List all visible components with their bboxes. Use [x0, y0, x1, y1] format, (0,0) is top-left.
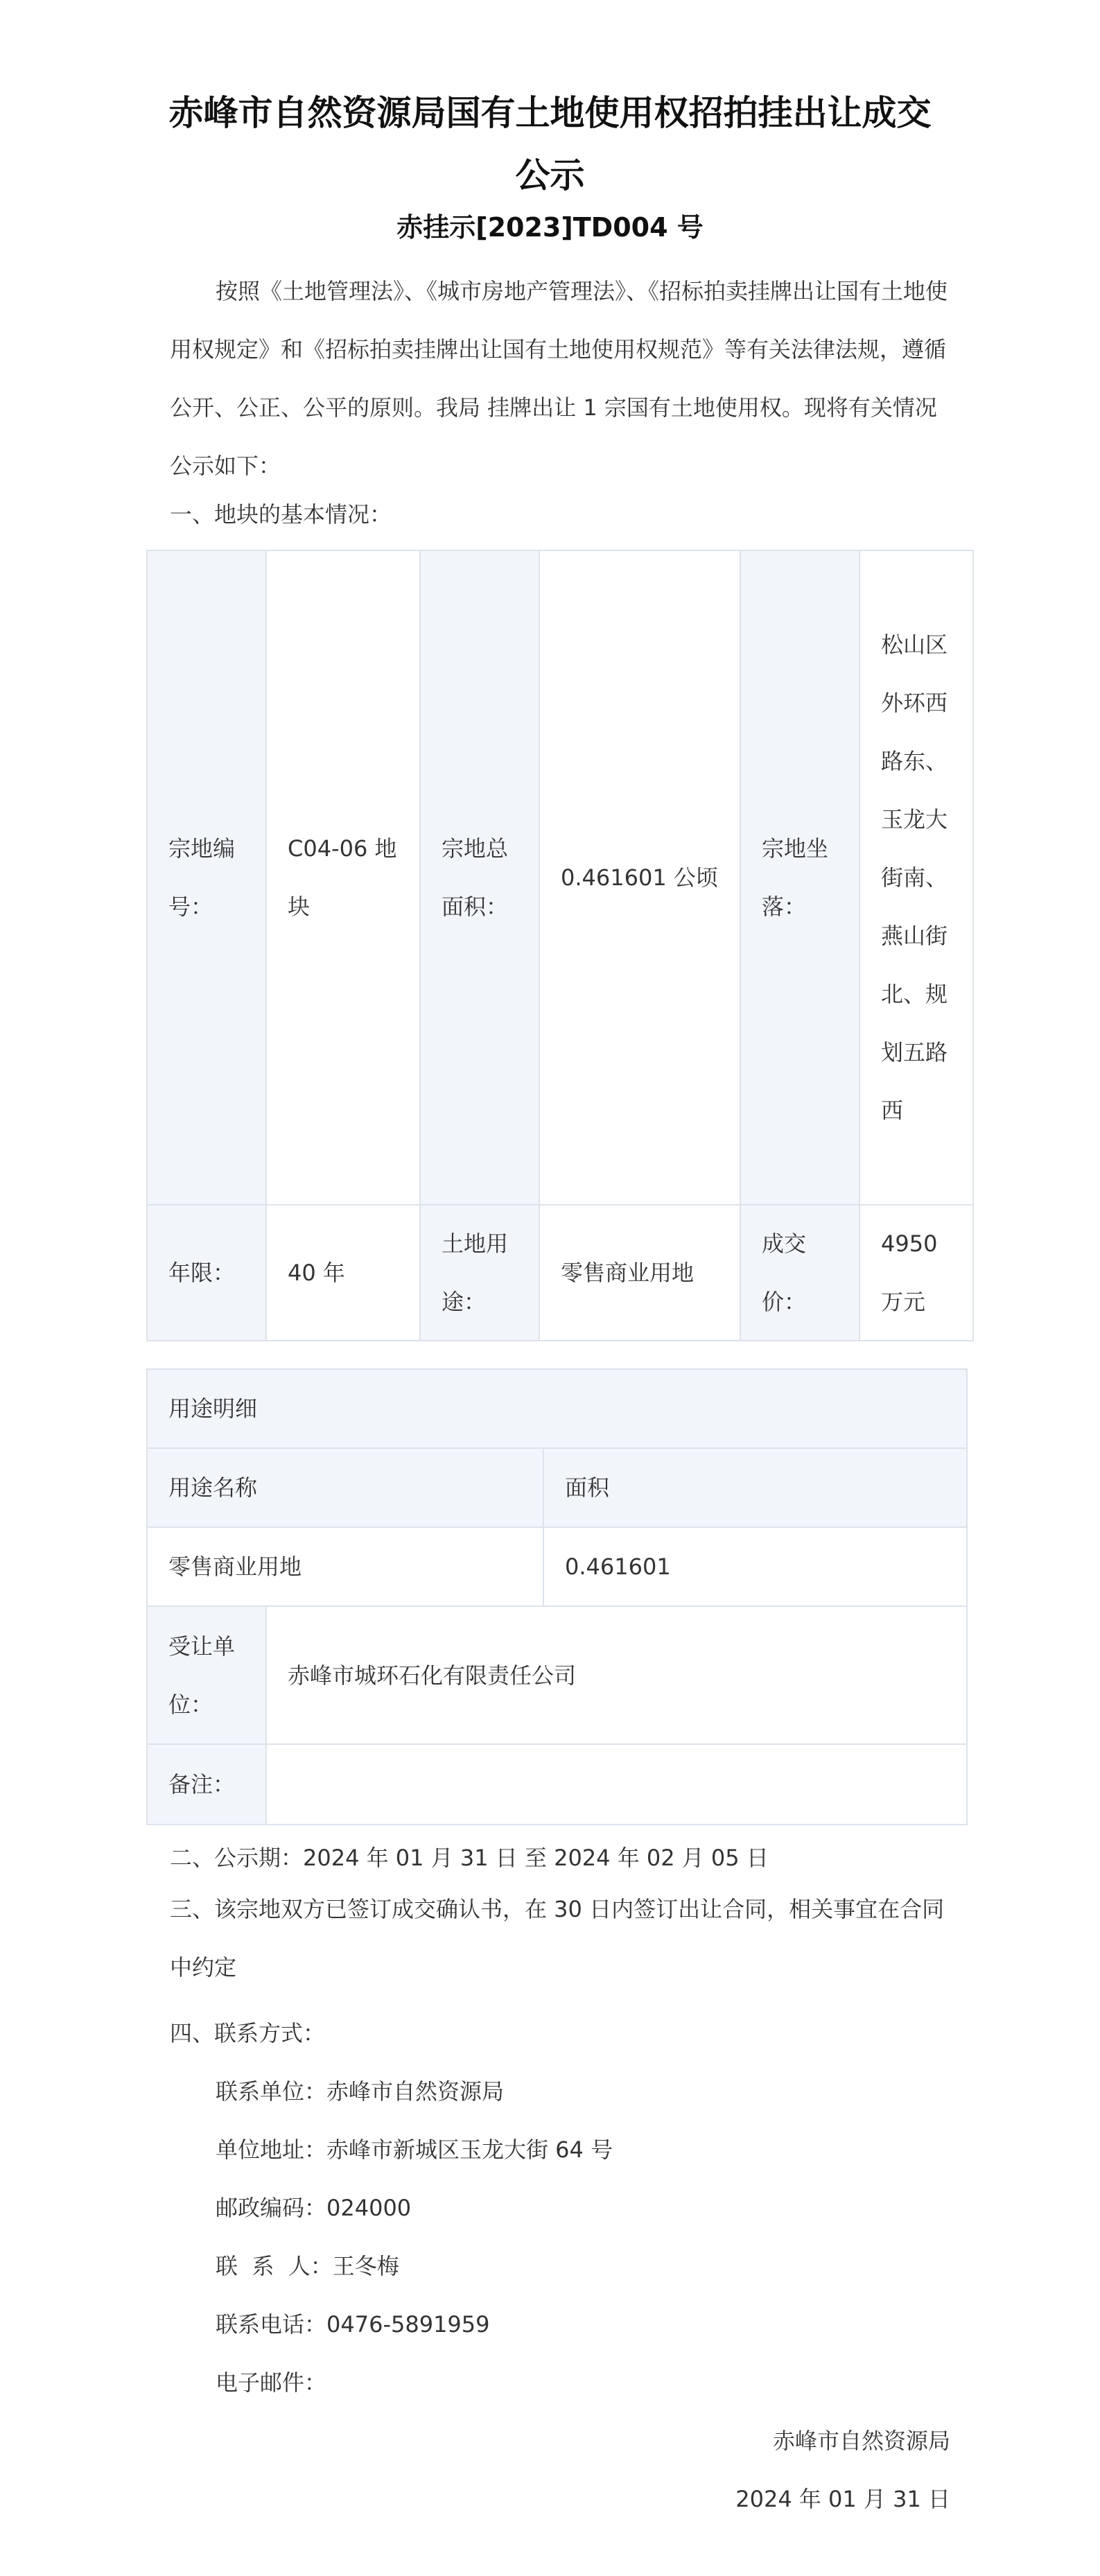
- parcel-id-value: C04-06 地块: [266, 550, 420, 1205]
- usage-detail-header: 用途明细: [147, 1369, 967, 1448]
- usage-name-cell: 零售商业用地: [147, 1527, 543, 1606]
- term-label: 年限：: [147, 1205, 266, 1341]
- contact-phone: 联系电话：0476-5891959: [216, 2311, 490, 2338]
- section-contact-heading: 四、联系方式：: [170, 2020, 326, 2046]
- contact-email: 电子邮件：: [216, 2369, 327, 2396]
- usage-detail-table: [146, 1368, 968, 1825]
- page-title: 赤峰市自然资源局国有土地使用权招拍挂出让成交公示: [168, 93, 932, 195]
- parcel-area-label: 宗地总面积：: [420, 550, 539, 1205]
- remark-label: 备注：: [147, 1744, 266, 1825]
- contact-person: 联 系 人：王冬梅: [216, 2253, 399, 2279]
- document-number: 赤挂示[2023]TD004 号: [396, 212, 704, 243]
- section-contract-note: 三、该宗地双方已签订成交确认书，在 30 日内签订出让合同，相关事宜在合同中约定: [170, 1896, 945, 1981]
- parcel-location-label: 宗地坐落：: [740, 550, 859, 1205]
- section-basic-info-heading: 一、地块的基本情况：: [170, 501, 392, 528]
- land-use-value: 零售商业用地: [539, 1205, 740, 1341]
- parcel-area-value: 0.461601 公顷: [539, 550, 740, 1205]
- contact-postcode: 邮政编码：024000: [216, 2195, 412, 2221]
- buyer-label: 受让单位：: [147, 1606, 266, 1744]
- intro-paragraph: 按照《土地管理法》、《城市房地产管理法》、《招标拍卖挂牌出让国有土地使用权规定》和《招标拍卖挂牌出让国有土地使用权规范》等有关法律法规，遵循公开、公正、公平的原则。我局 挂牌出让 1 宗国有土地使用权。现将有关情况公示如下：: [170, 278, 948, 479]
- remark-value: [266, 1744, 967, 1825]
- usage-area-cell: 0.461601: [543, 1527, 967, 1606]
- price-label: 成交价：: [740, 1205, 859, 1341]
- land-use-label: 土地用途：: [420, 1205, 539, 1341]
- table-row: [147, 1205, 973, 1341]
- signature-date: 2024 年 01 月 31 日: [735, 2486, 950, 2512]
- parcel-location-value: 松山区外环西路东、玉龙大街南、燕山街北、规划五路西: [859, 550, 973, 1205]
- parcel-info-table: [146, 550, 974, 1341]
- table-row: [147, 550, 973, 1205]
- contact-unit: 联系单位：赤峰市自然资源局: [216, 2078, 505, 2105]
- table-row: [147, 1744, 967, 1825]
- table-row: [147, 1606, 967, 1744]
- price-value: 4950 万元: [859, 1205, 973, 1341]
- section-publicity-period: 二、公示期：2024 年 01 月 31 日 至 2024 年 02 月 05 日: [170, 1845, 769, 1871]
- contact-address: 单位地址：赤峰市新城区玉龙大街 64 号: [216, 2136, 613, 2163]
- table-row: [147, 1527, 967, 1606]
- table-row: [147, 1448, 967, 1527]
- parcel-id-label: 宗地编号：: [147, 550, 266, 1205]
- buyer-value: 赤峰市城环石化有限责任公司: [266, 1606, 967, 1744]
- term-value: 40 年: [266, 1205, 420, 1341]
- table-row: [147, 1369, 967, 1448]
- usage-area-column-header: 面积: [543, 1448, 967, 1527]
- usage-name-column-header: 用途名称: [147, 1448, 543, 1527]
- signature-organization: 赤峰市自然资源局: [772, 2428, 950, 2454]
